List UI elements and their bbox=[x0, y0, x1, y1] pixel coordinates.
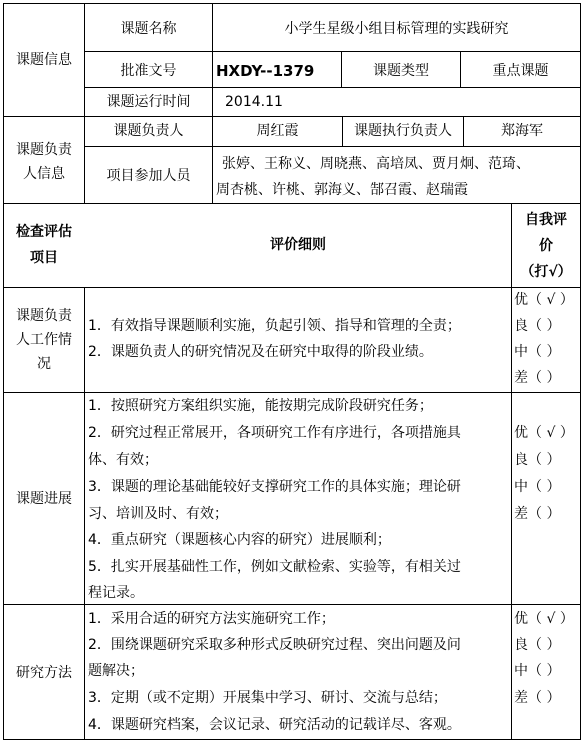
topic-name-label: 课题名称 bbox=[120, 21, 177, 37]
row1-label: 况 bbox=[37, 356, 51, 372]
topic-name-value: 小学生星级小组目标管理的实践研究 bbox=[284, 21, 509, 37]
header-self-eval-line1: 自我评 bbox=[525, 212, 567, 228]
criteria-line: 5．扎实开展基础性工作，例如文献检索、实验等，有相关过 bbox=[88, 559, 461, 575]
row-divider bbox=[84, 146, 581, 147]
criteria-line: 2．围绕课题研究采取多种形式反映研究过程、突出问题及问 bbox=[88, 637, 461, 653]
row-divider bbox=[3, 287, 581, 288]
row3-label: 研究方法 bbox=[16, 665, 72, 681]
row-divider bbox=[3, 604, 581, 605]
leader-value: 周红霞 bbox=[256, 123, 299, 139]
members-line: 周杏桃、许桃、郭海义、郜召霞、赵瑞霞 bbox=[216, 182, 468, 198]
grade-option: 优（ √ ） bbox=[514, 425, 574, 441]
people-group-label-line1: 课题负责 bbox=[16, 142, 72, 158]
criteria-line: 1．按照研究方案组织实施，能按期完成阶段研究任务； bbox=[88, 398, 433, 414]
approval-value: HXDY--1379 bbox=[216, 62, 315, 80]
members-label: 项目参加人员 bbox=[106, 168, 191, 184]
criteria-line: 题解决； bbox=[88, 663, 144, 679]
row-divider bbox=[3, 203, 581, 204]
row1-label: 人工作情 bbox=[16, 332, 72, 348]
grade-option: 优（ √ ） bbox=[514, 292, 574, 308]
row2-label: 课题进展 bbox=[16, 491, 72, 507]
grade-option: 差（ ） bbox=[514, 690, 561, 706]
header-self-eval-line2: 价 bbox=[539, 238, 553, 254]
leader-label: 课题负责人 bbox=[113, 123, 184, 139]
grade-option: 良（ ） bbox=[514, 452, 561, 468]
grade-option: 差（ ） bbox=[514, 506, 561, 522]
grade-option: 中（ ） bbox=[514, 663, 561, 679]
col-divider bbox=[580, 3, 581, 740]
row-divider bbox=[3, 116, 581, 117]
row-divider bbox=[3, 3, 581, 4]
exec-leader-value: 郑海军 bbox=[501, 123, 543, 139]
row1-label: 课题负责 bbox=[16, 308, 72, 324]
topic-type-value: 重点课题 bbox=[492, 63, 549, 79]
criteria-line: 3．课题的理论基础能较好支撑研究工作的具体实施；理论研 bbox=[88, 479, 461, 495]
row-divider bbox=[3, 739, 581, 740]
col-divider bbox=[84, 287, 85, 740]
criteria-line: 体、有效； bbox=[88, 452, 158, 468]
criteria-line: 4．课题研究档案，会议记录、研究活动的记载详尽、客观。 bbox=[88, 717, 461, 733]
criteria-line: 1．有效指导课题顺利实施，负起引领、指导和管理的全责； bbox=[88, 318, 461, 334]
grade-option: 良（ ） bbox=[514, 318, 561, 334]
grade-option: 中（ ） bbox=[514, 344, 561, 360]
people-group-label-line2: 人信息 bbox=[23, 166, 65, 182]
criteria-line: 4．重点研究（课题核心内容的研究）进展顺利； bbox=[88, 532, 391, 548]
run-time-value: 2014.11 bbox=[225, 94, 283, 110]
header-criteria: 评价细则 bbox=[270, 237, 326, 253]
col-divider bbox=[511, 203, 512, 740]
criteria-line: 2．课题负责人的研究情况及在研究中取得的阶段业绩。 bbox=[88, 344, 433, 360]
header-self-eval-line3: （打√） bbox=[520, 264, 572, 280]
info-group-label: 课题信息 bbox=[16, 52, 72, 68]
criteria-line: 程记录。 bbox=[88, 585, 144, 601]
criteria-line: 习、培训及时、有效； bbox=[88, 506, 228, 522]
criteria-line: 2．研究过程正常展开，各项研究工作有序进行，各项措施具 bbox=[88, 425, 461, 441]
header-item-line1: 检查评估 bbox=[16, 224, 72, 240]
row-divider bbox=[84, 87, 581, 88]
grade-option: 良（ ） bbox=[514, 637, 561, 653]
topic-type-label: 课题类型 bbox=[373, 63, 429, 79]
header-item-line2: 项目 bbox=[30, 250, 58, 266]
grade-option: 中（ ） bbox=[514, 479, 561, 495]
row-divider bbox=[3, 392, 581, 393]
approval-label: 批准文号 bbox=[120, 63, 177, 79]
members-line: 张婷、王称义、周晓燕、高培凤、贾月炯、范琦、 bbox=[222, 156, 530, 172]
criteria-line: 1．采用合适的研究方法实施研究工作； bbox=[88, 611, 335, 627]
run-time-label: 课题运行时间 bbox=[106, 94, 191, 110]
criteria-line: 3．定期（或不定期）开展集中学习、研讨、交流与总结； bbox=[88, 690, 447, 706]
grade-option: 优（ √ ） bbox=[514, 611, 574, 627]
grade-option: 差（ ） bbox=[514, 370, 561, 386]
row-divider bbox=[84, 51, 581, 52]
exec-leader-label: 课题执行负责人 bbox=[354, 123, 452, 139]
